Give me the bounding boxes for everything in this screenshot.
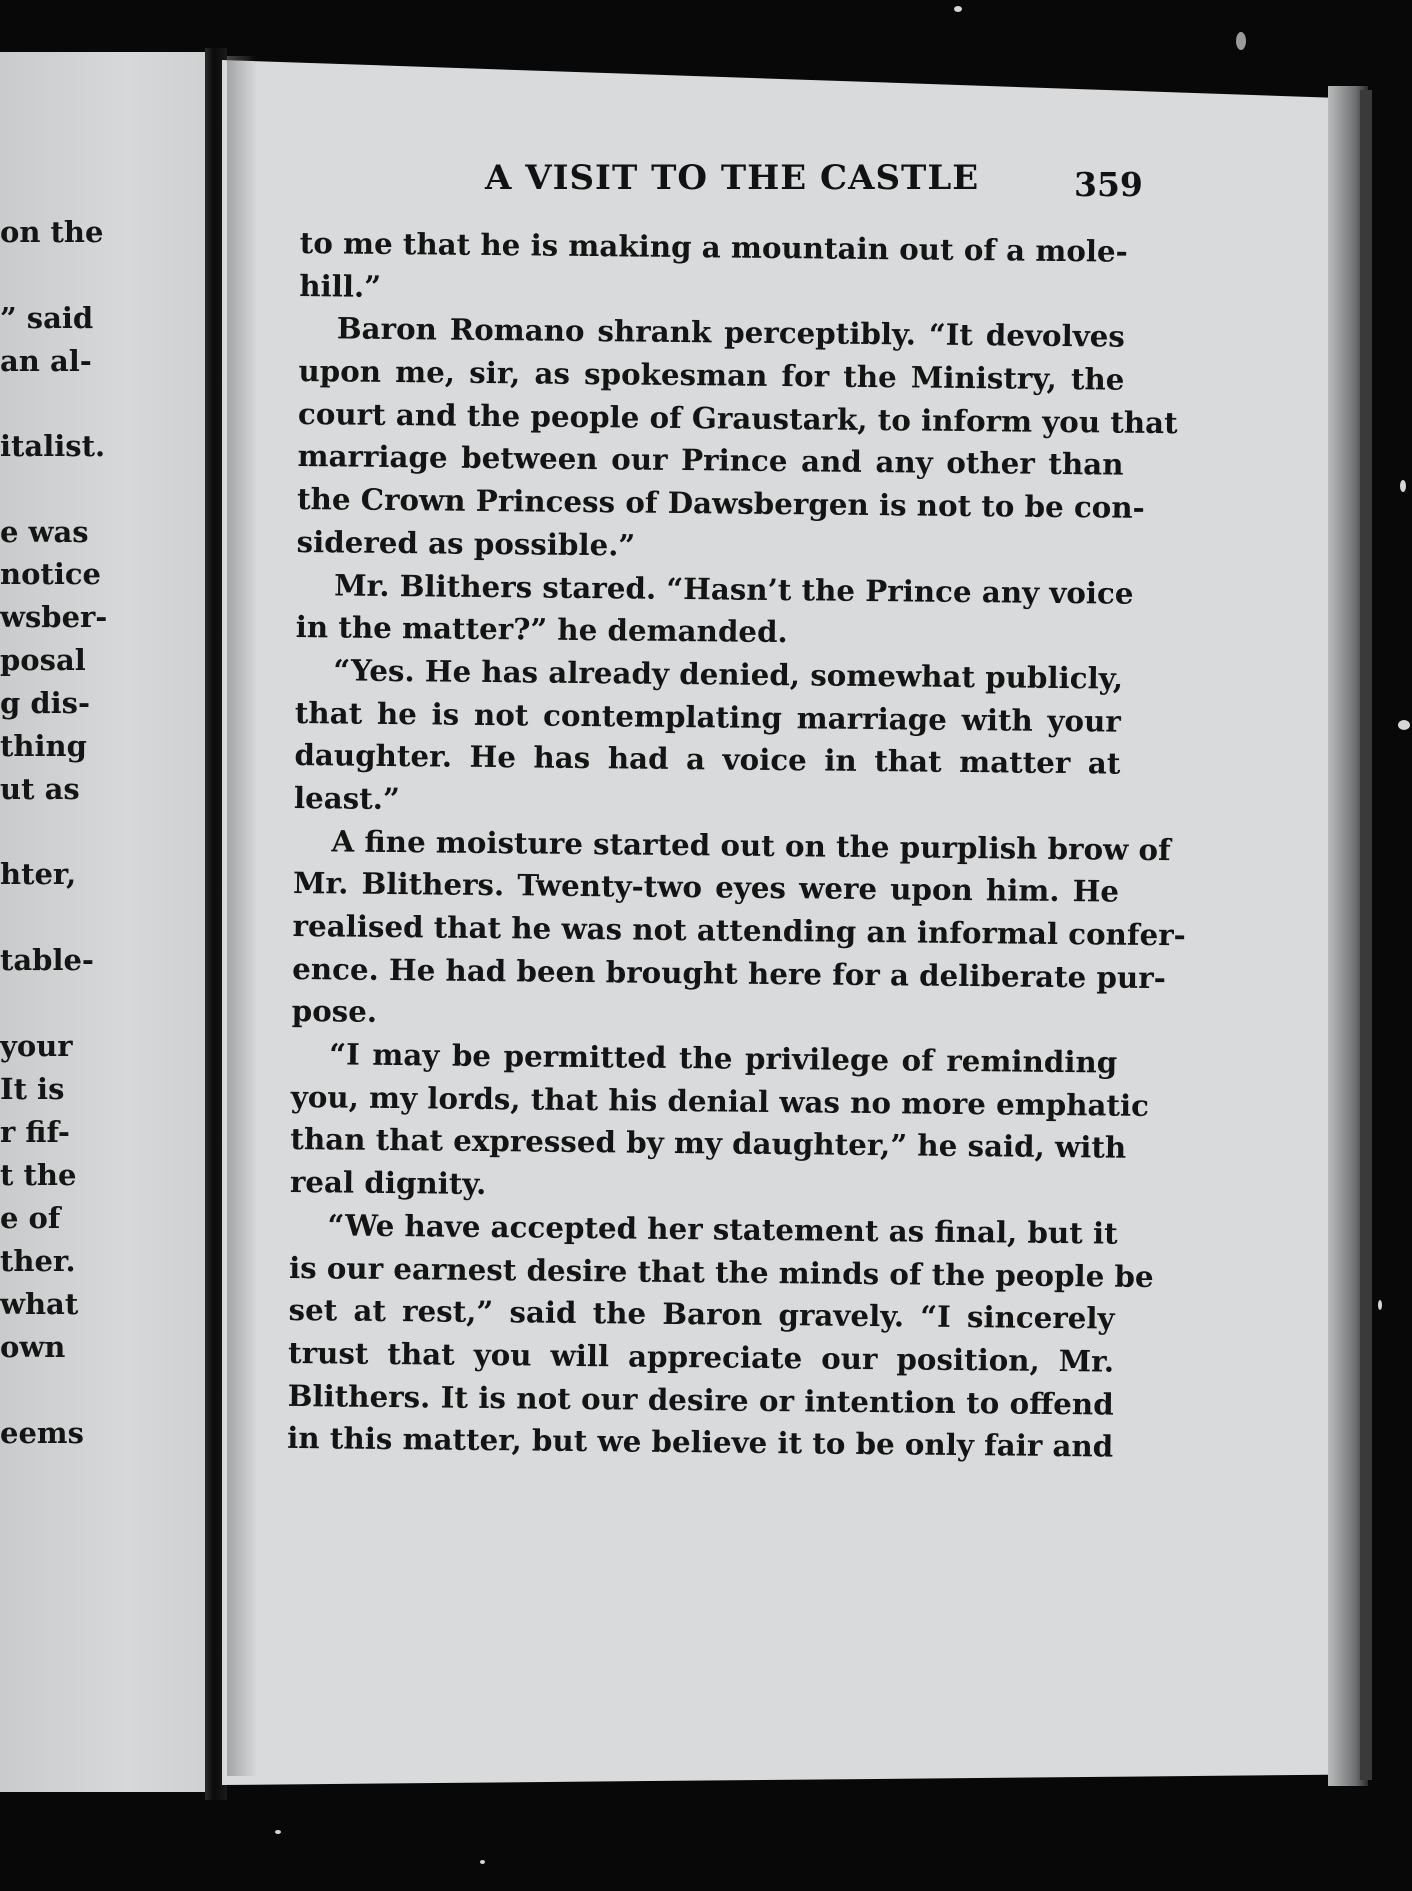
- left-page-line: table-: [0, 943, 94, 977]
- text-line: to me that he is making a mountain out of a mole-: [299, 224, 1128, 269]
- text-line: in this matter, but we believe it to be only fair and: [287, 1420, 1114, 1464]
- page-number: 359: [1074, 165, 1143, 204]
- scan-dust: [1398, 720, 1410, 730]
- text-line: the Crown Princess of Dawsbergen is not to be con-: [296, 481, 1145, 525]
- left-page-line: own: [0, 1330, 66, 1364]
- text-line: “I may be permitted the privilege of reminding: [329, 1036, 1118, 1080]
- text-line: realised that he was not attending an informal confer-: [292, 907, 1186, 953]
- text-line: pose.: [291, 993, 378, 1030]
- text-line: Blithers. It is not our desire or intention to offend: [287, 1377, 1114, 1422]
- left-page-line: ” said: [0, 301, 94, 335]
- text-line: Mr. Blithers. Twenty-two eyes were upon him. He: [292, 865, 1120, 909]
- text-line: daughter. He has had a voice in that matter at: [294, 737, 1121, 781]
- scan-dust: [954, 6, 962, 12]
- text-line: Baron Romano shrank perceptibly. “It devolves: [336, 310, 1126, 355]
- left-page-line: posal: [0, 643, 86, 677]
- text-line: sidered as possible.”: [296, 523, 636, 563]
- scan-dust: [275, 1830, 281, 1834]
- gutter-shadow: [227, 56, 257, 1776]
- scan-dust: [1400, 480, 1406, 492]
- scan-dust: [1378, 1300, 1382, 1310]
- left-page-line: italist.: [0, 429, 106, 463]
- left-page-line: an al-: [0, 344, 92, 378]
- text-line: “Yes. He has already denied, somewhat publicly,: [333, 652, 1124, 696]
- left-page-line: wsber-: [0, 600, 108, 634]
- left-page-line: thing: [0, 729, 87, 763]
- text-line: in the matter?” he demanded.: [295, 609, 788, 650]
- text-line: than that expressed by my daughter,” he said, with: [290, 1121, 1127, 1166]
- text-line: least.”: [293, 779, 400, 817]
- running-head: A VISIT TO THE CASTLE: [485, 158, 980, 198]
- text-line: hill.”: [299, 267, 382, 304]
- left-page-line: what: [0, 1287, 79, 1321]
- text-line: A fine moisture started out on the purplish brow of: [331, 822, 1171, 867]
- text-line: you, my lords, that his denial was no more emphatic: [290, 1078, 1150, 1123]
- left-facing-page: [0, 52, 212, 1792]
- text-line: Mr. Blithers stared. “Hasn’t the Prince any voice: [334, 566, 1134, 611]
- text-line: ence. He had been brought here for a deliberate pur-: [292, 950, 1167, 995]
- text-line: real dignity.: [289, 1164, 487, 1202]
- left-page-line: notice: [0, 557, 101, 591]
- text-line: trust that you will appreciate our position, Mr.: [287, 1334, 1115, 1379]
- left-page-line: t the: [0, 1158, 77, 1192]
- scan-dust: [1236, 32, 1246, 50]
- left-page-line: ut as: [0, 772, 80, 806]
- text-line: “We have accepted her statement as final, but it: [327, 1207, 1118, 1251]
- text-line: marriage between our Prince and any other than: [297, 438, 1124, 483]
- text-line: that he is not contemplating marriage with your: [294, 694, 1122, 739]
- left-page-line: e was: [0, 515, 89, 549]
- left-page-line: r fif-: [0, 1115, 70, 1149]
- text-line: court and the people of Graustark, to inform you that: [297, 395, 1178, 440]
- left-page-line: hter,: [0, 857, 77, 891]
- left-page-line: g dis-: [0, 686, 91, 720]
- text-line: upon me, sir, as spokesman for the Ministry, the: [298, 353, 1125, 397]
- left-page-line: e of: [0, 1201, 61, 1235]
- cover-edge: [1360, 90, 1372, 1780]
- left-page-line: eems: [0, 1416, 84, 1450]
- scan-dust: [480, 1860, 485, 1864]
- left-page-line: It is: [0, 1072, 65, 1106]
- left-page-line: your: [0, 1029, 73, 1063]
- text-line: is our earnest desire that the minds of the people be: [288, 1249, 1154, 1294]
- page-body: [287, 222, 1186, 1469]
- left-page-line: ther.: [0, 1244, 76, 1278]
- left-page-line: on the: [0, 215, 104, 249]
- text-line: set at rest,” said the Baron gravely. “I sincerely: [288, 1292, 1115, 1336]
